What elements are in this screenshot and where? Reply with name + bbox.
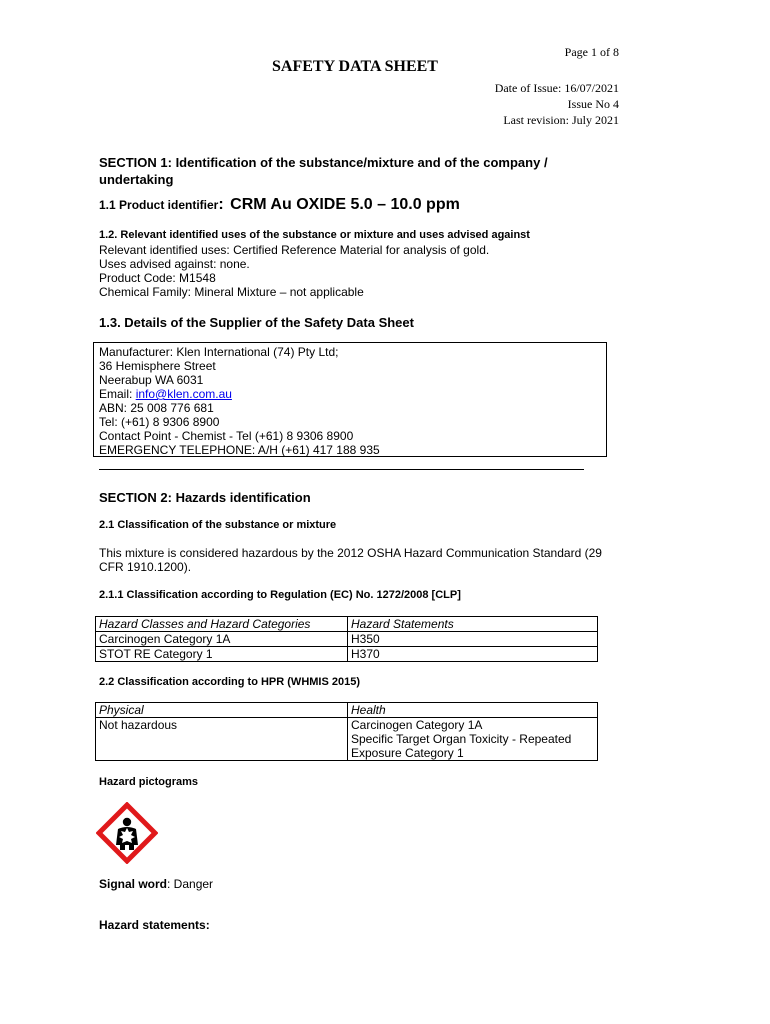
supplier-details-box — [93, 342, 607, 457]
email-line — [99, 387, 601, 401]
signal-word — [99, 877, 213, 891]
divider — [99, 469, 584, 470]
uses-line: Chemical Family: Mineral Mixture – not applicable — [99, 285, 364, 299]
hpr-health-line: Exposure Category 1 — [351, 746, 464, 760]
hpr-header-physical: Physical — [96, 703, 348, 718]
classification-text — [99, 546, 602, 574]
document-title: SAFETY DATA SHEET — [272, 58, 438, 75]
hpr-heading: 2.2 Classification according to HPR (WHMIS 2015) — [99, 676, 361, 688]
uses-line: Product Code: M1548 — [99, 271, 216, 285]
classification-text-line2: CFR 1910.1200). — [99, 560, 192, 574]
clp-heading: 2.1.1 Classification according to Regulation (EC) No. 1272/2008 [CLP] — [99, 589, 461, 601]
table-row — [96, 718, 598, 761]
city-address: Neerabup WA 6031 — [99, 373, 204, 387]
hpr-table-header — [96, 703, 598, 718]
hpr-table — [95, 702, 598, 761]
email-label: Email: — [99, 387, 136, 401]
section1-heading-line2: undertaking — [99, 172, 174, 187]
issue-number: Issue No 4 — [567, 97, 619, 111]
clp-cell: Carcinogen Category 1A — [96, 632, 348, 647]
supplier-heading: 1.3. Details of the Supplier of the Safety Data Sheet — [99, 315, 414, 330]
signal-word-value: : Danger — [167, 877, 214, 891]
clp-cell: H370 — [348, 647, 598, 662]
section1-heading-line1: SECTION 1: Identification of the substance/mixture and of the company / — [99, 155, 548, 170]
uses-list — [99, 243, 489, 299]
hpr-health-values — [348, 718, 598, 761]
product-identifier-colon: : — [218, 196, 224, 213]
clp-header-statements: Hazard Statements — [348, 617, 598, 632]
abn: ABN: 25 008 776 681 — [99, 401, 214, 415]
email-link[interactable]: info@klen.com.au — [135, 387, 232, 401]
section2-heading: SECTION 2: Hazards identification — [99, 490, 311, 505]
street-address: 36 Hemisphere Street — [99, 359, 216, 373]
clp-header-classes: Hazard Classes and Hazard Categories — [96, 617, 348, 632]
table-row — [96, 632, 598, 647]
uses-line: Relevant identified uses: Certified Reference Material for analysis of gold. — [99, 243, 490, 257]
hpr-header-health: Health — [348, 703, 598, 718]
uses-line: Uses advised against: none. — [99, 257, 250, 271]
emergency-telephone: EMERGENCY TELEPHONE: A/H (+61) 417 188 935 — [99, 443, 380, 457]
section1-heading — [99, 154, 548, 188]
clp-cell: H350 — [348, 632, 598, 647]
pictograms-heading: Hazard pictograms — [99, 776, 199, 788]
hazard-statements-heading: Hazard statements: — [99, 918, 210, 932]
health-hazard-pictogram-icon — [96, 802, 158, 864]
table-row — [96, 647, 598, 662]
product-identifier-label: 1.1 Product identifier — [99, 198, 219, 212]
product-identifier — [99, 196, 460, 214]
product-name: CRM Au OXIDE 5.0 – 10.0 ppm — [230, 196, 460, 213]
telephone: Tel: (+61) 8 9306 8900 — [99, 415, 220, 429]
date-of-issue: Date of Issue: 16/07/2021 — [494, 81, 619, 95]
contact-point: Contact Point - Chemist - Tel (+61) 8 9306 8900 — [99, 429, 354, 443]
classification-heading: 2.1 Classification of the substance or mixture — [99, 519, 337, 531]
classification-text-line1: This mixture is considered hazardous by the 2012 OSHA Hazard Communication Standard (29 — [99, 546, 602, 560]
manufacturer: Manufacturer: Klen International (74) Pty Ltd; — [99, 345, 339, 359]
clp-table — [95, 616, 598, 662]
uses-heading: 1.2. Relevant identified uses of the substance or mixture and uses advised against — [99, 229, 530, 241]
hpr-health-line: Specific Target Organ Toxicity - Repeated — [351, 732, 572, 746]
page-number: Page 1 of 8 — [564, 45, 619, 59]
clp-table-header — [96, 617, 598, 632]
clp-cell: STOT RE Category 1 — [96, 647, 348, 662]
hpr-health-line: Carcinogen Category 1A — [351, 718, 483, 732]
hpr-physical-value: Not hazardous — [96, 718, 348, 761]
last-revision: Last revision: July 2021 — [503, 113, 619, 127]
signal-word-label: Signal word — [99, 877, 168, 891]
